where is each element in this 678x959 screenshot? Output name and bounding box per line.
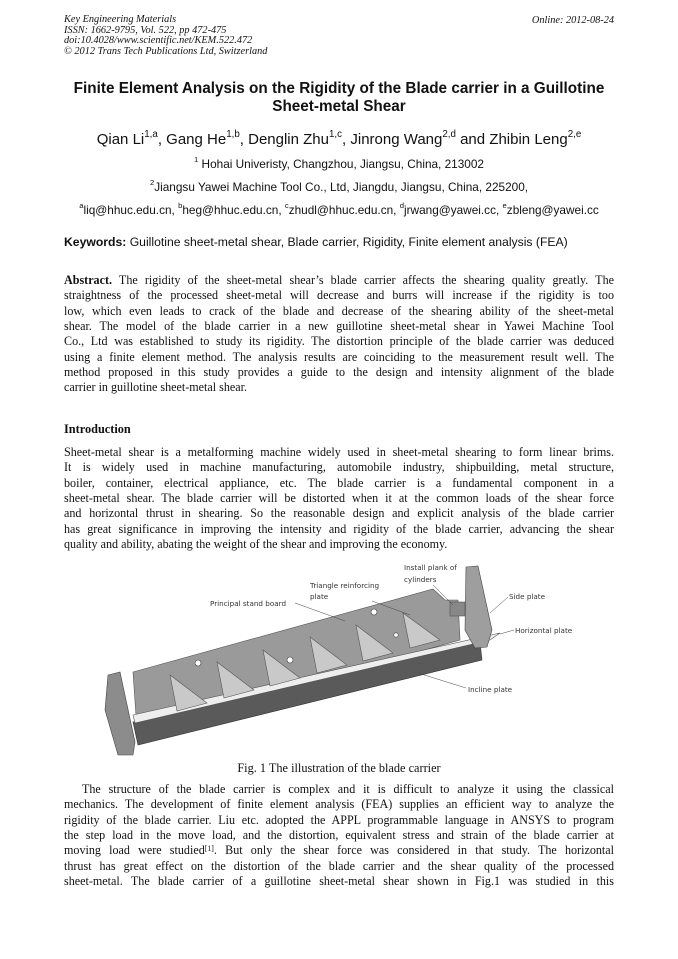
author-sup: 1,a [144,129,158,140]
email-sep: , [495,203,503,217]
affil-sup: 1 [194,155,199,164]
journal-name: Key Engineering Materials [64,14,177,25]
text-segment: low, which even leads to crack of the blade and decrease of the shearing ability of the sheet-metal [64,303,614,318]
author-sep: and [455,131,490,148]
copyright: © 2012 Trans Tech Publications Ltd, Switzerland [64,45,268,57]
text-line [64,334,614,349]
abstract [64,273,614,396]
text-segment: method proposed in this study provides a guide to the design and intensity alignment of the blade [64,365,614,380]
label-horizontal-plate: Horizontal plate [515,626,573,635]
text-segment: . But only the shear force was considered in that study. The horizontal [213,843,614,858]
text-line [64,843,614,858]
authors [0,131,678,148]
text-line: the step load in the move load, and the distortion, equivalent stress and strain of the blade carrier at [64,828,614,843]
text-segment: The rigidity of the sheet-metal shear’s blade carrier affects the shearing quality greatly. The [112,273,614,287]
text-line: mechanics. The development of finite element analysis (FEA) supplies an efficient way to analyze the [64,797,614,812]
introduction-paragraph [64,445,614,552]
paper-title [0,80,678,116]
text-segment: Co., Ltd was established to study its rigidity. The distortion principle of the blade carrier was deduced [64,334,614,349]
doi: doi:10.4028/www.scientific.net/KEM.522.472 [64,35,253,46]
email-sup: b [178,201,183,210]
online-date: Online: 2012-08-24 [531,15,614,26]
author-sup: 1,b [226,129,240,140]
citation: [1] [204,844,214,854]
author-name: Denglin Zhu [248,131,329,148]
keywords [64,235,568,249]
figure-caption: Fig. 1 The illustration of the blade carrier [237,761,441,775]
author-name: Gang He [166,131,227,148]
emails [0,203,678,217]
text-line [64,380,614,395]
right-side-plate [465,566,492,648]
author-sup: 2,d [442,129,456,140]
text-line: sheet-metal. The blade carrier of a guillotine sheet-metal shear shown in Fig.1 was studied in this [64,874,614,889]
label-side-plate: Side plate [509,592,546,601]
author-sep: , [239,131,249,148]
text-line [64,304,614,319]
text-line: Sheet-metal shear is a metalforming machine widely used in sheet-metal shearing to form linear brims. [64,445,614,459]
affil-text: Hohai Univeristy, Changzhou, Jiangsu, China, 213002 [198,157,484,171]
email-sup: a [79,201,84,210]
blade-carrier-figure [100,560,600,760]
email: zhudl@hhuc.edu.cn [288,203,394,217]
text-line: rigidity of the blade carrier. Liu etc. adopted the APPL programmable language in ANSYS to program [64,812,614,827]
email: jrwang@yawei.cc [404,203,496,217]
email: zbleng@yawei.cc [506,203,599,217]
text-line [64,365,614,380]
email: liq@hhuc.edu.cn [83,203,172,217]
affiliation-2 [0,180,678,194]
keywords-label: Keywords: [64,235,127,249]
text-line: thrust has great effect on the distortion of the blade carrier and the shear quality of the processed [64,858,614,873]
email-sup: d [399,201,404,210]
section-heading-introduction: Introduction [64,422,131,436]
text-segment: straightness of the processed sheet-metal will decrease and burrs will increase if the rigidity is too [64,288,614,303]
title-line-1: Finite Element Analysis on the Rigidity of the Blade carrier in a Guillotine [73,80,605,97]
email-sup: c [284,201,289,210]
email-sep: , [171,203,179,217]
affiliation-1 [0,157,678,171]
text-line: The structure of the blade carrier is complex and it is difficult to analyze it using the classical [82,782,614,796]
affil-text: Jiangsu Yawei Machine Tool Co., Ltd, Jiangdu, Jiangsu, China, 225200, [154,180,529,194]
issn: ISSN: 1662-9795, Vol. 522, pp 472-475 [64,24,227,36]
left-side-plate [105,672,135,755]
text-line: quality and ability, abating the weight of the shear and improving the economy. [64,537,448,552]
email: heg@hhuc.edu.cn [182,203,279,217]
text-line: and horizontal thrust in shearing. So the reasonable design and explicit analysis of the blade carrier [64,506,614,521]
email-sep: , [278,203,285,217]
label-principal-stand-board: Principal stand board [210,599,287,608]
keywords-text: Guillotine sheet-metal shear, Blade carrier, Rigidity, Finite element analysis (FEA) [126,235,568,249]
text-line [64,350,614,365]
text-segment: using a finite element method. The analysis results are coinciding to the measurement result well. The [64,349,614,364]
text-segment: shear. The model of the blade carrier in a new guillotine sheet-metal shear in Yawei Machine Tool [64,319,614,334]
paragraph-2 [64,782,614,889]
text-line [64,319,614,334]
label-install-plank-2: cylinders [404,575,437,584]
title-line-2: Sheet-metal Shear [272,98,406,115]
author-sup: 1,c [329,129,343,140]
text-line [64,288,614,303]
author-name: Jinrong Wang [350,131,443,148]
author-sep: , [342,131,351,148]
text-line: boiler, container, electrical appliance, etc. The blade carrier is a fundamental component in a [64,475,614,490]
text-line: has great significance in improving the intensity and rigidity of the blade carrier, advancing the shear [64,521,614,536]
affil-sup: 2 [149,178,155,187]
label-triangle-plate-2: plate [310,592,329,601]
text-segment: moving load were studied [64,843,205,858]
email-sep: , [393,203,400,217]
text-line: sheet-metal shear. The blade carrier will be distorted when it at the common loads of the shear force [64,491,614,506]
author-name: Zhibin Leng [489,131,568,148]
text-line: It is widely used in machine manufacturing, automobile industry, shipbuilding, metal structure, [64,460,614,475]
abstract-label: Abstract. [64,273,113,287]
label-install-plank: Install plank of [404,563,457,572]
author-sup: 2,e [567,129,582,140]
author-sep: , [157,131,167,148]
author-name: Qian Li [96,131,145,148]
email-sup: e [502,201,507,210]
label-incline-plate: Incline plate [468,685,513,694]
text-line [64,273,614,288]
label-triangle-plate: Triangle reinforcing [310,581,380,590]
text-segment: carrier in guillotine sheet-metal shear. [64,380,248,395]
